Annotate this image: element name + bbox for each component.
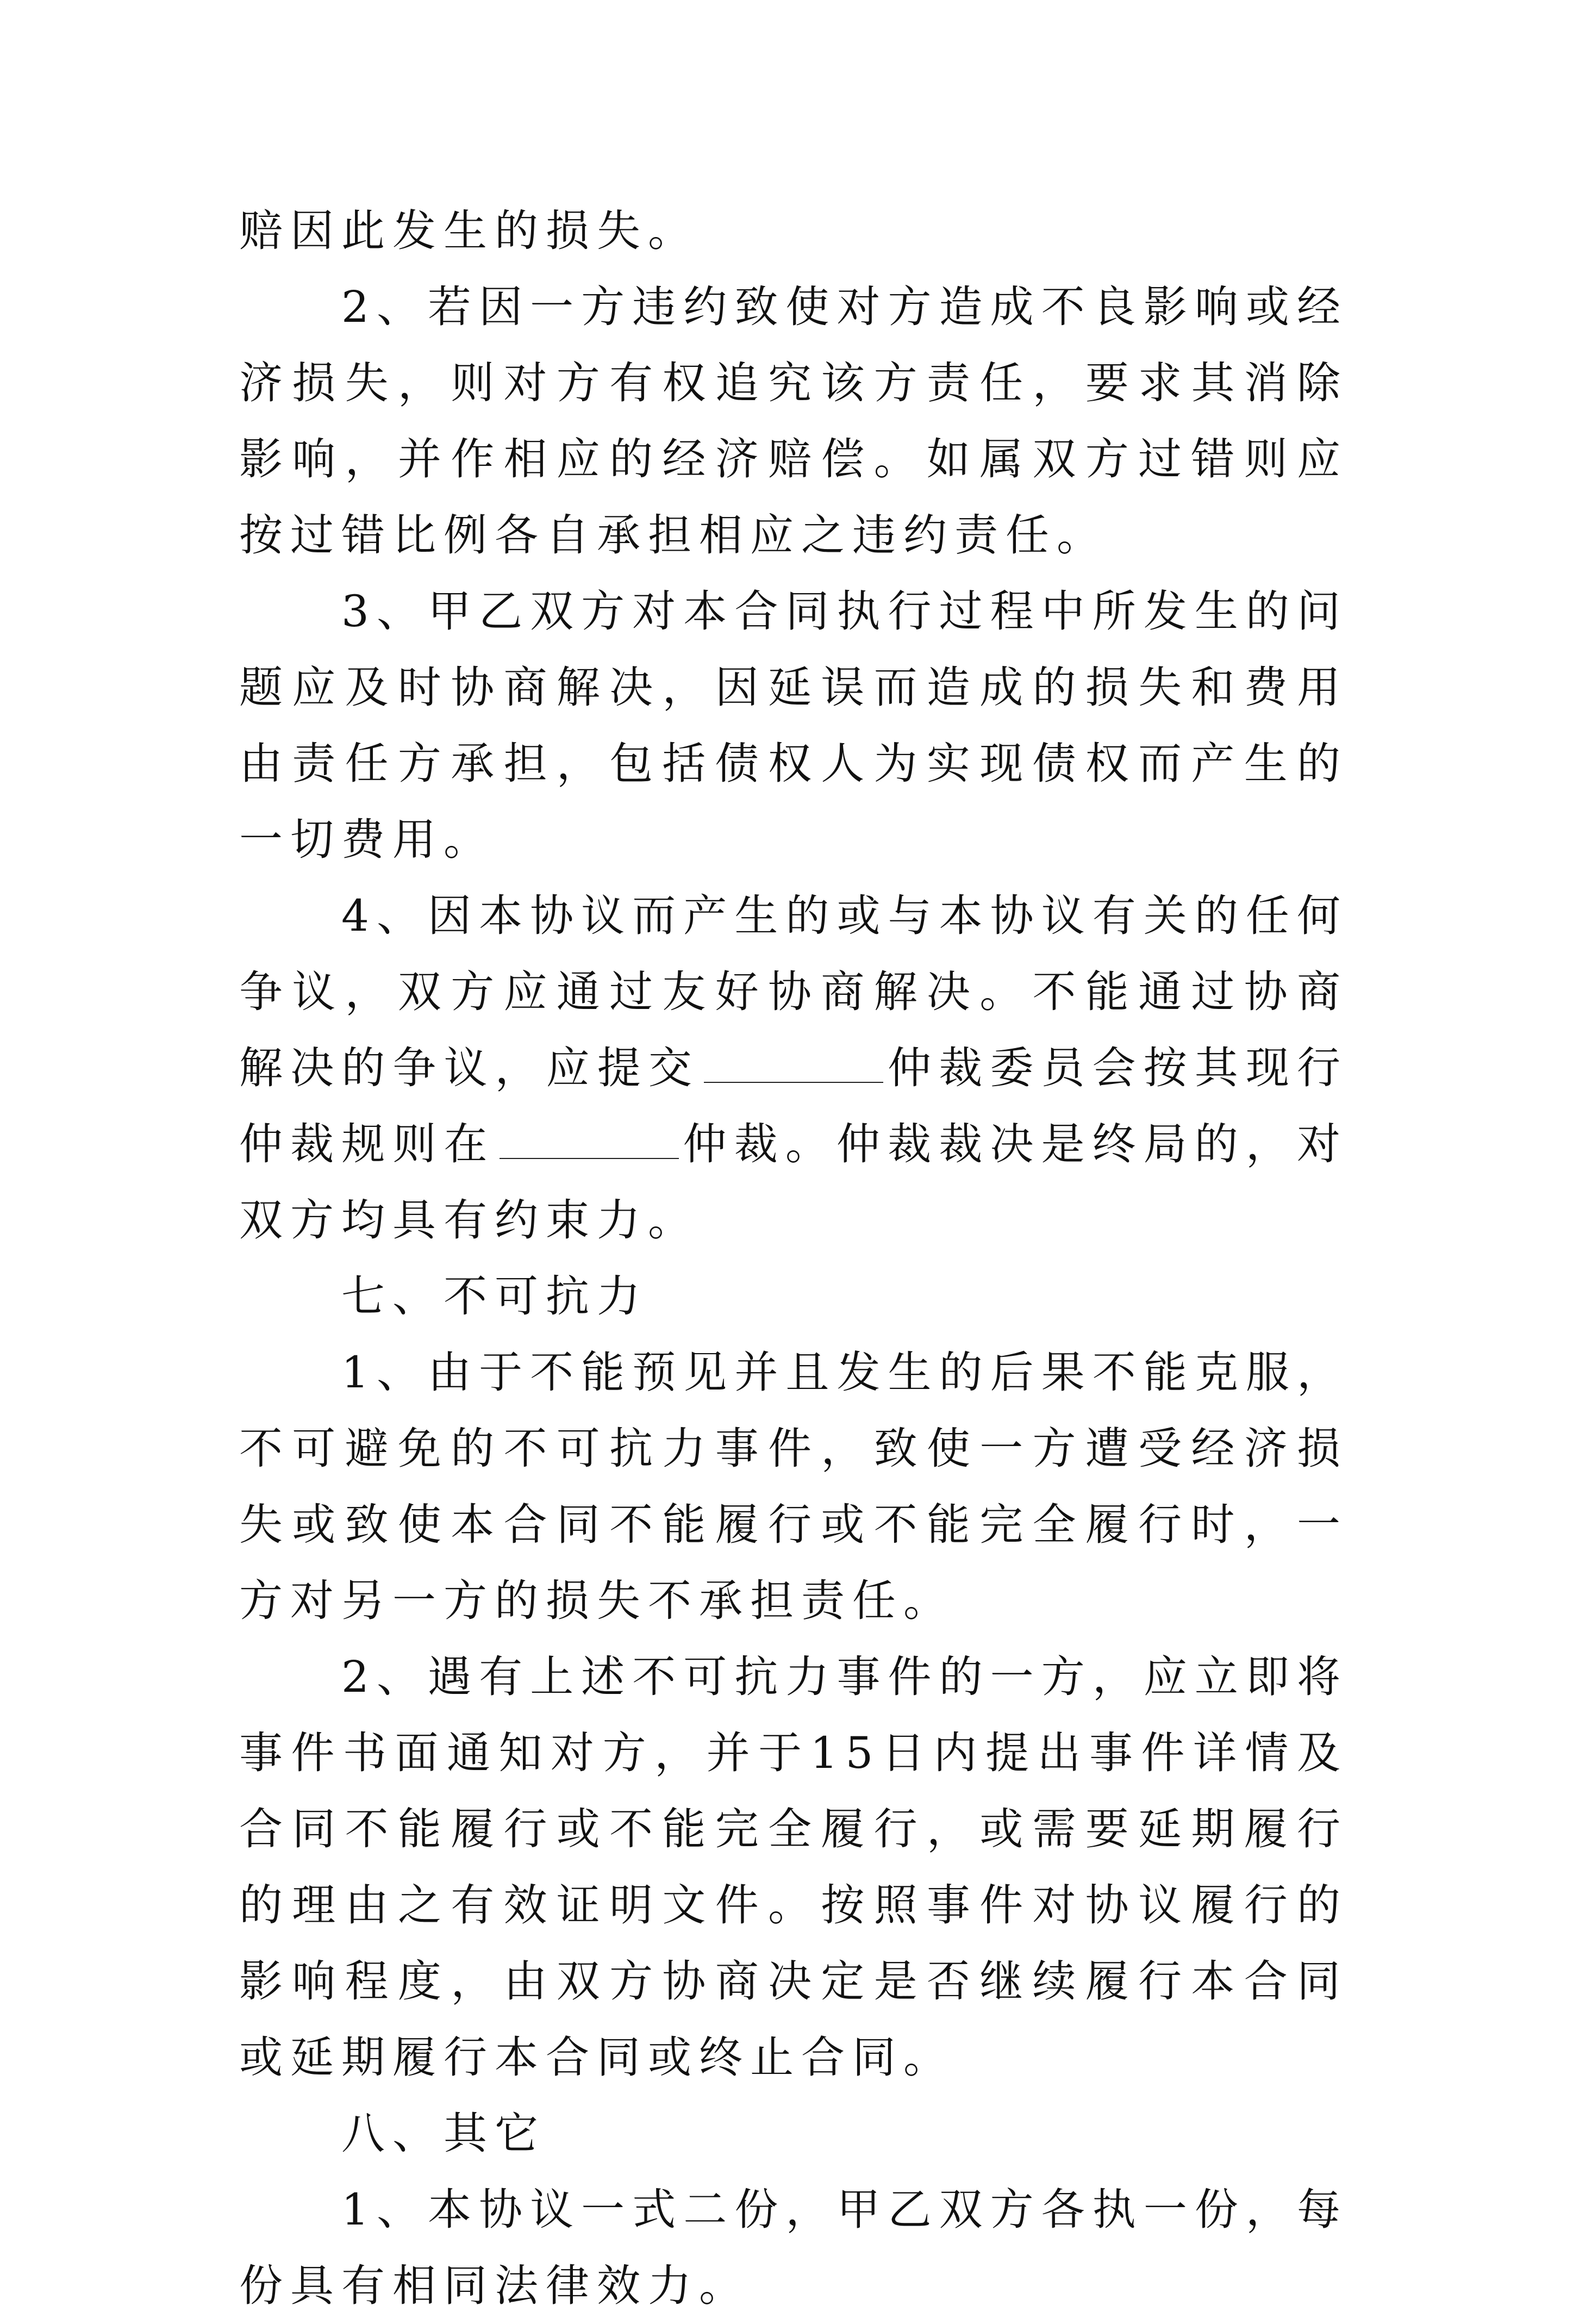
dispute-text-before: 4、因本协议而产生的或与本协议有关的任何争议，双方应通过友好协商解决。不能通过协商解决的争议，应提交 — [239, 890, 1348, 1093]
paragraph-breach-clause-3: 3、甲乙双方对本合同执行过程中所发生的问题应及时协商解决，因延误而造成的损失和费用由责任方承担，包括债权人为实现债权而产生的一切费用。 — [239, 586, 1348, 865]
paragraph-other-1: 1、本协议一式二份，甲乙双方各执一份，每份具有相同法律效力。 — [239, 2184, 1348, 2311]
dispute-text-after: 仲裁。仲裁裁决是终局的，对双方均具有约束力。 — [239, 1119, 1349, 1245]
section-heading-other: 八、其它 — [341, 2108, 546, 2159]
paragraph-dispute-clause-4 — [239, 878, 1348, 1258]
paragraph-force-majeure-1: 1、由于不能预见并且发生的后果不能克服，不可避免的不可抗力事件，致使一方遭受经济损失或致使本合同不能履行或不能完全履行时，一方对另一方的损失不承担责任。 — [239, 1347, 1348, 1626]
dispute-text-middle: 仲裁委员会按其现行仲裁规则在 — [239, 1043, 1348, 1169]
arbitration-place-blank — [500, 1120, 679, 1159]
paragraph-breach-clause-2: 2、若因一方违约致使对方造成不良影响或经济损失，则对方有权追究该方责任，要求其消除影响，并作相应的经济赔偿。如属双方过错则应按过错比例各自承担相应之违约责任。 — [239, 282, 1348, 560]
section-heading-force-majeure: 七、不可抗力 — [341, 1271, 648, 1322]
paragraph-force-majeure-2: 2、遇有上述不可抗力事件的一方，应立即将事件书面通知对方，并于15日内提出事件详情及合同不能履行或不能完全履行，或需要延期履行的理由之有效证明文件。按照事件对协议履行的影响程度，由双方协商决定是否继续履行本合同或延期履行本合同或终止合同。 — [239, 1652, 1348, 2083]
paragraph-continuation: 赔因此发生的损失。 — [239, 205, 699, 256]
document-body — [239, 193, 1348, 2324]
arbitration-commission-blank — [704, 1044, 883, 1083]
